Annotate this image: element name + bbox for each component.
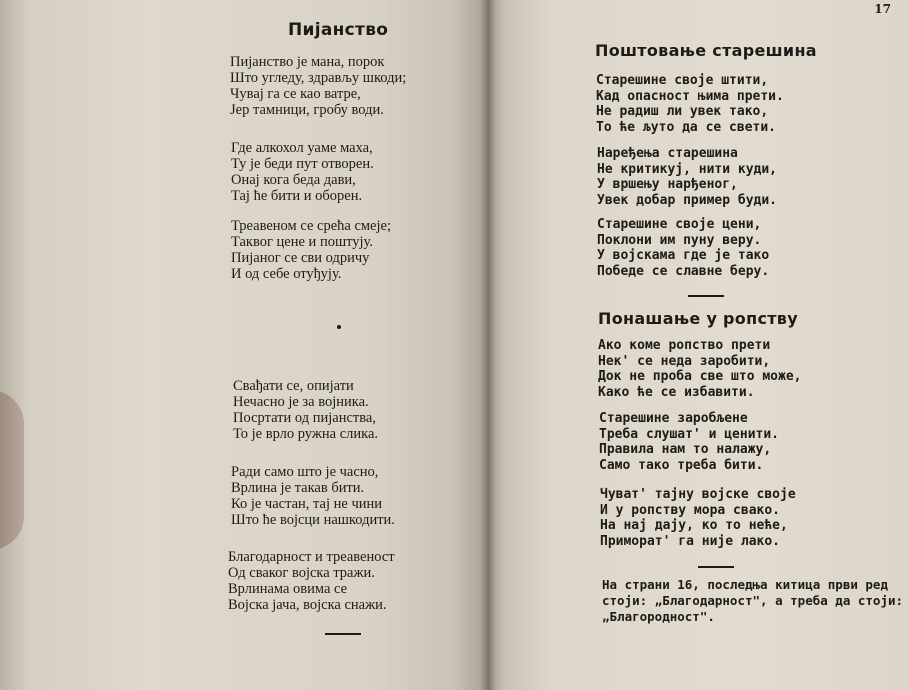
verse-line: Што ће војсци нашкодити. [231,512,395,528]
stanza [597,217,769,279]
verse-line: То ће љуто да се свети. [596,119,777,135]
verse-line: Чувај га се као ватре, [230,86,361,102]
erratum-note [602,577,903,625]
verse-line: Треавеном се срећа смеје; [231,218,391,234]
book-spine-shadow [480,0,496,690]
stanza [231,218,391,282]
verse-line: Кад опасност њима прети. [596,88,784,104]
page-title-pijanstvo: Пијанство [288,20,389,40]
verse-line: У војскама где је тако [597,248,770,264]
verse-line: Ко је частан, тај не чини [231,496,383,512]
verse-line: Што угледу, здрављу шкоди; [230,70,407,86]
verse-line: Старешине своје цени, [597,217,762,232]
verse-line: Само тако треба бити. [599,457,764,473]
stanza [228,549,395,613]
verse-line: Ако коме ропство прети [598,338,771,353]
verse-line: Не критикуј, нити куди, [597,161,778,177]
verse-line: Јер тамници, гробу води. [230,102,384,118]
verse-line: Наређења старешина [597,146,738,161]
verse-line: Треба слушат' и ценити. [599,426,780,442]
erratum-line: стоји: „Благодарност", а треба да стоји: [602,593,904,608]
verse-line: Посртати од пијанства, [233,410,376,426]
verse-line: Пијанство је мана, порок [230,54,385,70]
verse-line: И од себе отуђују. [231,266,342,282]
stanza [599,411,779,473]
stanza [231,464,395,528]
verse-line: Како ће се избавити. [598,384,755,400]
section-rule [698,566,734,568]
verse-line: Тај ће бити и оборен. [231,188,363,204]
verse-line: Где алкохол уаме маха, [231,140,373,156]
verse-line: Приморат' га није лако. [600,533,781,549]
section-divider-dot [337,325,341,329]
thumb [0,390,24,550]
verse-line: У вршењу нарђеног, [597,177,738,193]
verse-line: Ради само што је часно, [231,464,379,480]
verse-line: Победе се славне беру. [597,263,770,279]
verse-line: На нај дају, ко то неће, [600,518,788,534]
stanza [230,54,406,118]
right-page [488,0,909,690]
verse-line: Чуват' тајну војске своје [600,487,796,502]
verse-line: Нек' се неда заробити, [598,353,771,369]
verse-line: Војска јача, војска снажи. [228,597,387,613]
verse-line: И у ропству мора свако. [600,502,781,518]
verse-line: Пијаног се сви одричу [231,250,370,266]
verse-line: Не радиш ли увек тако, [596,104,769,120]
verse-line: Увек добар пример буди. [597,192,778,208]
stanza [600,487,796,549]
section-rule [688,295,724,297]
verse-line: Поклони им пуну веру. [597,232,762,248]
stanza [598,338,802,400]
stanza [231,140,374,204]
verse-line: То је врло ружна слика. [233,426,379,442]
erratum-line: На страни 16, последња китица први ред [602,577,888,592]
verse-line: Свађати се, опијати [233,378,354,394]
section-title-conduct-in-captivity: Понашање у ропству [598,309,798,328]
stanza [596,73,784,135]
verse-line: Старешине заробљене [599,411,748,426]
verse-line: Правила нам то налажу, [599,442,772,458]
stanza [597,146,777,208]
verse-line: Старешине своје штити, [596,73,769,88]
end-rule [325,633,361,635]
verse-line: Благодарност и треавеност [228,549,395,565]
verse-line: Врлина је такав бити. [231,480,365,496]
verse-line: Нечасно је за војника. [233,394,369,410]
erratum-line: „Благородност". [602,609,715,624]
stanza [233,378,378,442]
verse-line: Ту је беди пут отворен. [231,156,374,172]
section-title-respect-superiors: Поштовање старешина [595,41,817,60]
page-number: 17 [874,2,891,16]
verse-line: Док не проба све што може, [598,369,802,385]
verse-line: Таквог цене и поштују. [231,234,373,250]
verse-line: Од сваког војска тражи. [228,565,375,581]
verse-line: Врлинама овима се [228,581,348,597]
verse-line: Онај кога беда дави, [231,172,356,188]
